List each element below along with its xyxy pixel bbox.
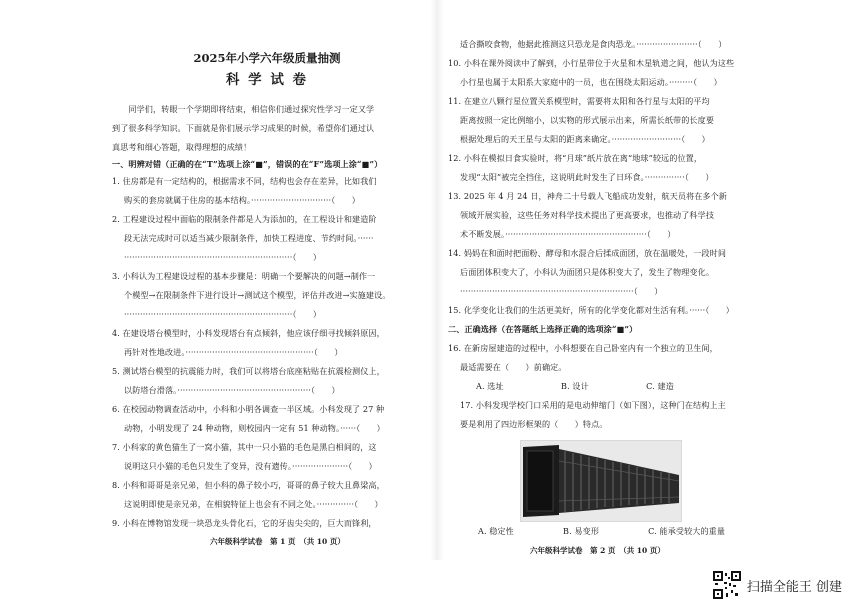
exam-title: 2025年小学六年级质量抽测 [193, 51, 341, 65]
text-line: 10. 小科在课外阅读中了解到，小行星带位于火星和木星轨道之间，他认为这些 [448, 58, 735, 68]
text-line: 7. 小科家的黄色猫生了一窝小猫，其中一只小猫的毛色是黑白相间的，这 [112, 442, 377, 452]
text-line: 2. 工程建设过程中面临的限制条件都是人为添加的，在工程设计和建造阶 [112, 214, 377, 224]
text-line: 13. 2025 年 4 月 24 日，神舟二十号载人飞船成功发射，航天员将在多个新 [448, 191, 727, 201]
text-line: 9. 小科在博物馆发现一块恐龙头骨化石，它的牙齿尖尖的，巨大而锋利， [112, 518, 377, 528]
text-line: 11. 在建立八颗行星位置关系模型时，需要将太阳和各行星与太阳的平均 [448, 96, 710, 106]
text-line: 根据处理后的天王星与太阳的距离来确定。··························（ ） [460, 134, 710, 144]
exam-subject: 科 学 试 卷 [225, 72, 309, 88]
text-line: 要是利用了四边形框架的（ ）特点。 [460, 419, 608, 429]
text-line: 4. 在建设塔台模型时，小科发现塔台有点倾斜，他应该仔细寻找倾斜原因， [112, 328, 385, 338]
text-line: 同学们，转眼一个学期即将结束，相信你们通过探究性学习一定又学 [112, 104, 375, 114]
text-line: 1. 住房都是有一定结构的，根据需求不同，结构也会存在差异，比如我们 [112, 176, 377, 186]
text-line: 5. 测试塔台模型的抗震能力时，我们可以将塔台底座粘贴在抗震检测仪上， [112, 366, 385, 376]
text-line: 到了很多科学知识。下面就是你们展示学习成果的时候，希望你们通过认 [112, 123, 375, 133]
text-line: 购买的套房就属于住房的基本结构。······························（ ） [124, 195, 360, 205]
page-footer: 六年级科学试卷 第 2 页 （共 10 页） [530, 546, 665, 555]
text-line: 术不断发展。·····················································（ ） [460, 229, 676, 239]
watermark-text: 扫描全能王 创建 [746, 579, 842, 595]
text-line: 段无法完成时可以适当减少限制条件，加快工程进度、节约时间。······ [124, 233, 374, 243]
text-line: 3. 小科认为工程建设过程的基本步骤是：明确一个要解决的问题→制作一 [112, 271, 376, 281]
text-line: 动物，小明发现了 24 种动物，则校园内一定有 51 种动物。······（ ） [124, 423, 385, 433]
text-line: 说明这只小猫的毛色只发生了变异，没有遗传。·····················（ ） [124, 461, 377, 471]
text-line: 以防塔台滑落。··················································（ ） [124, 385, 340, 395]
text-line: ·······························································（ ） [124, 309, 322, 319]
text-line: 距离按照一定比例缩小，以实物的形式展示出来，所需长纸带的长度要 [460, 115, 715, 125]
text-line: 二、正确选择（在答题纸上选择正确的选项涂“■”） [448, 324, 638, 334]
text-line: 14. 妈妈在和面时把面粉、酵母和水混合后揉成面团，放在温暖处，一段时间 [448, 248, 727, 258]
text-line: 领域开展实验，这些任务对科学技术提出了更高要求，也推动了科学技 [460, 210, 715, 220]
text-line: 后面团体积变大了，小科认为面团只是体积变大了，发生了物理变化。 [460, 267, 715, 277]
text-line: 16. 在新房屋建造的过程中，小科想要在自己卧室内有一个独立的卫生间， [448, 343, 718, 353]
text-line: 15. 化学变化让我们的生活更美好，所有的化学变化都对生活有利。······（ ） [448, 305, 734, 315]
text-line: ·································································（ ） [460, 286, 663, 296]
text-line: 适合撕咬食物，他据此推测这只恐龙是食肉恐龙。·······················（ ） [460, 39, 727, 49]
text-line: 12. 小科在模拟日食实验时，将“月球”纸片放在离“地球”较远的位置， [448, 153, 703, 163]
text-line: 8. 小科和哥哥是亲兄弟，但小科的鼻子较小巧，哥哥的鼻子较大且鼻梁高， [112, 480, 385, 490]
telescopic-gate-icon [521, 441, 681, 521]
text-line: 最适需要在（ ）前确定。 [460, 362, 567, 372]
page-gutter-shadow [430, 0, 444, 560]
telescopic-gate-image [520, 440, 682, 522]
q17-options: A. 稳定性 B. 易变形 C. 能承受较大的重量 [478, 526, 726, 536]
camscanner-watermark [713, 570, 842, 600]
text-line: 这说明即使是亲兄弟，在相貌特征上也会有不同之处。··············（ ） [124, 499, 383, 509]
text-line: 一、明辨对错（正确的在“T”选项上涂“■”，错误的在“F”选项上涂“■”） [112, 159, 383, 169]
text-line: ·······························································（ ） [124, 252, 322, 262]
text-line: 个模型→在限制条件下进行设计→测试这个模型，评估并改进→实施建设。 [124, 290, 391, 300]
text-line: 再针对性地改进。················································（ ） [124, 347, 343, 357]
text-line: A. 选址 B. 设计 C. 建造 [476, 381, 674, 391]
text-line: 小行星也属于太阳系大家庭中的一员，也在围绕太阳运动。·········（ ） [460, 77, 722, 87]
text-line: 17. 小科发现学校门口采用的是电动伸缩门（如下图），这种门在结构上主 [460, 400, 726, 410]
text-line: 6. 在校园动物调查活动中，小科和小明各调查一半区域。小科发现了 27 种 [112, 404, 385, 414]
page-footer: 六年级科学试卷 第 1 页 （共 10 页） [210, 537, 345, 546]
qr-code-icon [713, 571, 741, 599]
exam-page-1 [112, 0, 422, 560]
text-line: 真思考和细心答题，取得理想的成绩！ [112, 142, 252, 152]
exam-page-2 [448, 0, 760, 560]
text-line: 发现“太阳”被完全挡住，这说明此时发生了日环食。···············（ ） [460, 172, 714, 182]
